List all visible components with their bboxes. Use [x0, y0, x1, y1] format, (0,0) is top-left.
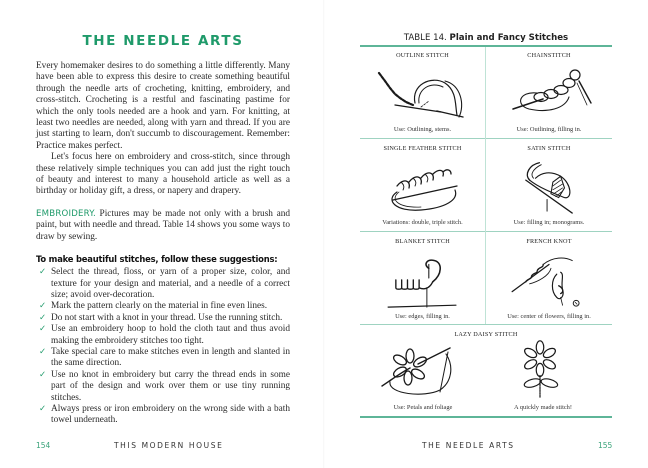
list-item	[36, 301, 290, 312]
list-item-text: Use no knot in embroidery but carry the thread ends in some part of the design and work over them or use tiny running stitches.	[51, 369, 290, 403]
checkmark-icon: ✓	[39, 301, 47, 312]
daisy-flower-illustration	[510, 338, 570, 400]
stitch-name: FRENCH KNOT	[526, 238, 572, 245]
section-run-in-heading: EMBROIDERY.	[36, 208, 96, 219]
stitch-caption: A quickly made stitch!	[513, 404, 573, 411]
stitch-cell	[360, 233, 485, 324]
list-item-text: Use an embroidery hoop to hold the cloth taut and thus avoid making the embroidery stitches too tight.	[51, 324, 290, 346]
stitch-name: SINGLE FEATHER STITCH	[383, 145, 462, 152]
stitch-cell	[486, 233, 612, 324]
stitch-cell	[360, 47, 485, 138]
outline-stitch-illustration	[373, 65, 473, 121]
running-title: THE NEEDLE ARTS	[422, 441, 515, 450]
satin-stitch-illustration	[499, 155, 599, 215]
table-rule	[360, 231, 612, 232]
suggestions-heading: To make beautiful stitches, follow these suggestions:	[36, 254, 278, 265]
feather-stitch-illustration	[373, 156, 473, 214]
list-item	[36, 324, 290, 347]
list-item-text: Do not start with a knot in your thread. Use the running stitch.	[51, 312, 283, 323]
blanket-stitch-illustration	[373, 247, 473, 311]
list-item	[36, 313, 290, 324]
checkmark-icon: ✓	[39, 324, 47, 335]
french-knot-illustration	[499, 247, 599, 311]
chapter-title: THE NEEDLE ARTS	[82, 33, 244, 49]
stitch-caption: Use: edges, filling in.	[395, 313, 450, 320]
intro-text	[36, 61, 290, 198]
section-text: Pictures may be made not only with a brush and paint, but with needle and thread. Table 14 shows you some ways to draw by sewing.	[36, 208, 290, 242]
table-rule	[360, 324, 612, 325]
table-name: Plain and Fancy Stitches	[449, 33, 569, 43]
stitch-caption: Use: filling in; monograms.	[513, 219, 585, 226]
stitch-cell	[360, 140, 485, 231]
list-item-text: Take special care to make stitches even in length and slanted in the same direction.	[51, 346, 290, 369]
list-item	[36, 347, 290, 370]
stitch-name: LAZY DAISY STITCH	[454, 331, 518, 338]
paragraph	[36, 209, 290, 243]
checkmark-icon: ✓	[39, 403, 47, 414]
stitch-name: SATIN STITCH	[527, 145, 571, 152]
stitch-name: OUTLINE STITCH	[396, 52, 449, 59]
running-title: THIS MODERN HOUSE	[114, 441, 224, 450]
stitch-name: CHAINSTITCH	[527, 52, 571, 59]
suggestions-list	[36, 267, 290, 427]
stitch-caption: Use: center of flowers, filling in.	[507, 313, 591, 320]
list-item-text: Always press or iron embroidery on the wrong side with a bath towel underneath.	[51, 403, 290, 426]
stitch-caption: Use: Outlining, stems.	[393, 126, 452, 133]
embroidery-section	[36, 209, 290, 243]
page-number: 154	[36, 441, 51, 450]
table-rule-bottom	[360, 416, 612, 418]
right-page	[324, 0, 648, 468]
checkmark-icon: ✓	[39, 312, 47, 323]
stitch-table	[360, 45, 612, 418]
lazy-daisy-stitch-illustration	[378, 342, 468, 398]
stitch-caption: Use: Petals and foliage	[393, 404, 453, 411]
list-item	[36, 267, 290, 301]
chainstitch-illustration	[499, 65, 599, 121]
checkmark-icon: ✓	[39, 369, 47, 380]
stitch-caption: Variations: double, triple stitch.	[382, 219, 463, 226]
checkmark-icon: ✓	[39, 267, 47, 278]
stitch-cell	[486, 47, 612, 138]
list-item	[36, 370, 290, 404]
table-label: TABLE 14.	[403, 33, 447, 43]
checkmark-icon: ✓	[39, 346, 47, 357]
table-rule	[360, 138, 612, 139]
left-page-content	[36, 33, 290, 427]
paragraph: Let's focus here on embroidery and cross-stitch, since through these relatively simple techniques you can add just the right touch of beauty and interest to many a household article as well as a birthday or holiday gift, a dress, or napery and drapery.	[36, 152, 290, 197]
paragraph: Every homemaker desires to do something a little differently. Many have been able to express this desire to create something beautiful through the needle arts of crocheting, knitting, embroidery, and cross-stitch. Crocheting is a restful and fascinating pastime for which the only tools needed are a hook and yarn. For knitting, at least two needles are needed, along with yarn and thread. If you are just starting to learn, don't succumb to discouragement. Remember: Practice makes perfect.	[36, 61, 290, 151]
stitch-cell	[486, 140, 612, 231]
list-item	[36, 404, 290, 427]
page-number: 155	[598, 441, 613, 450]
table-title	[360, 33, 612, 43]
list-item-text: Select the thread, floss, or yarn of a proper size, color, and texture for your design and material, and a needle of a correct size; avoid over-decoration.	[51, 267, 290, 300]
stitch-name: BLANKET STITCH	[395, 238, 450, 245]
lazy-daisy-cell	[360, 326, 612, 416]
list-item-text: Mark the pattern clearly on the material in fine even lines.	[51, 301, 268, 312]
stitch-caption: Use: Outlining, filling in.	[516, 126, 582, 133]
